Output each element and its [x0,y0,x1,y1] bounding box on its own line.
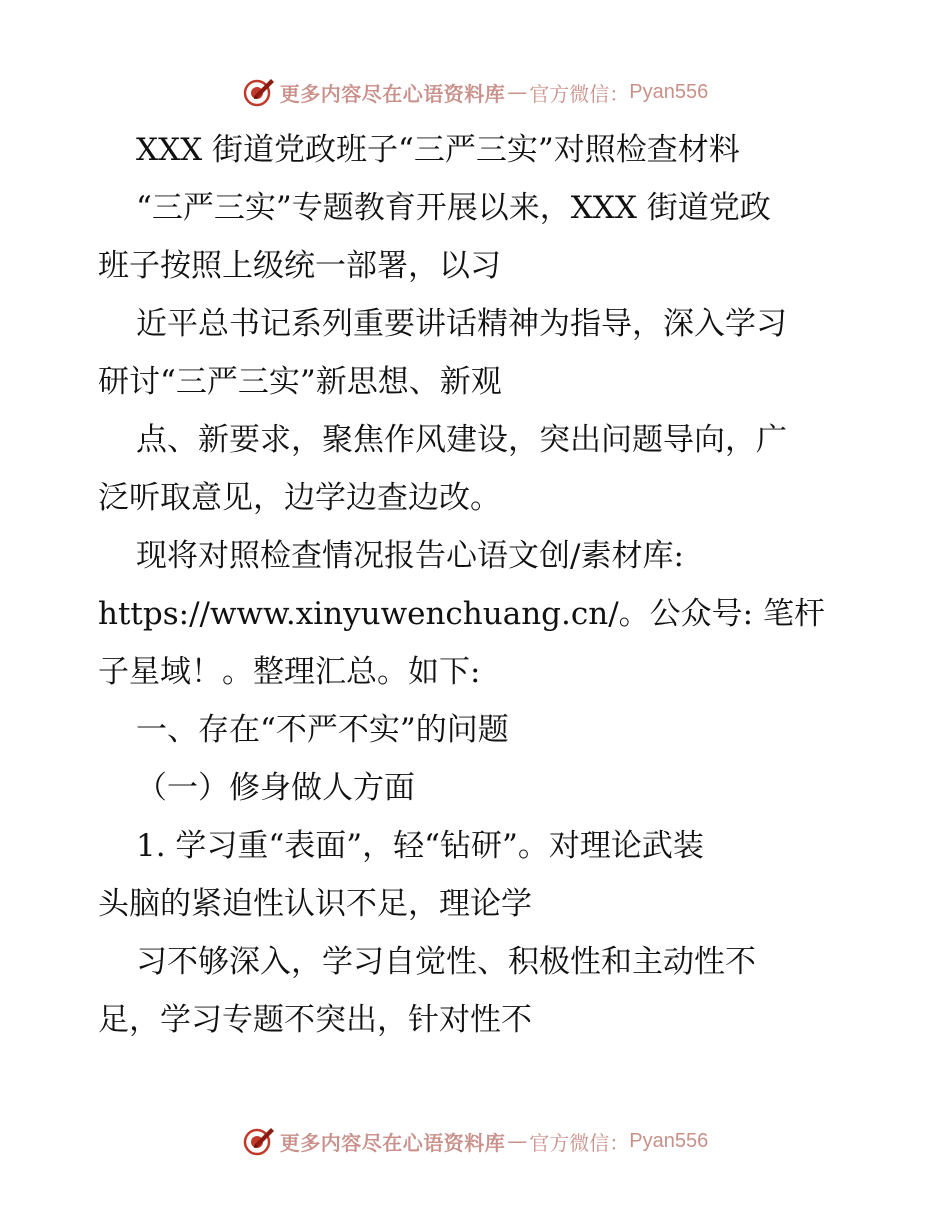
banner-wechat-id: Pyan556 [629,80,709,103]
paragraph-line: 班子按照上级统一部署，以习 [98,248,501,284]
pen-logo-icon [242,75,276,109]
paragraph-line: 子星域！。整理汇总。如下: [98,654,481,690]
paragraph-line: 近平总书记系列重要讲话精神为指导，深入学习 [136,306,787,342]
paragraph-line: 头脑的紧迫性认识不足，理论学 [98,886,532,922]
paragraph-line: 足，学习专题不突出，针对性不 [98,1002,532,1038]
banner-site-text: 更多内容尽在心语资料库 [279,81,506,106]
footer-banner [0,1121,950,1161]
paragraph-line: “三严三实”专题教育开展以来，XXX 街道党政 [136,190,771,226]
subsection-heading: （一）修身做人方面 [136,770,415,806]
paragraph-line: 泛听取意见，边学边查边改。 [98,480,501,516]
paragraph-line: 1. 学习重“表面”，轻“钻研”。对理论武装 [136,828,704,864]
banner-wechat-label: 官方微信： [529,81,630,106]
paragraph-line: 研讨“三严三实”新思想、新观 [98,364,502,400]
header-banner [0,72,950,112]
banner-wechat-id: Pyan556 [629,1129,709,1152]
banner-wechat-label: 官方微信： [529,1130,630,1155]
paragraph-line: 现将对照检查情况报告心语文创/素材库: [136,538,684,574]
section-heading: 一、存在“不严不实”的问题 [136,712,509,748]
banner-site-text: 更多内容尽在心语资料库 [279,1130,506,1155]
paragraph-line: 习不够深入，学习自觉性、积极性和主动性不 [136,944,756,980]
document-body [98,121,858,1049]
banner-separator: — [507,1129,528,1153]
paragraph-line-url: https://www.xinyuwenchuang.cn/。公众号: 笔杆 [98,596,825,632]
pen-logo-icon [242,1124,276,1158]
banner-separator: — [507,80,528,104]
document-title: XXX 街道党政班子“三严三实”对照检查材料 [136,132,740,168]
paragraph-line: 点、新要求，聚焦作风建设，突出问题导向，广 [136,422,787,458]
